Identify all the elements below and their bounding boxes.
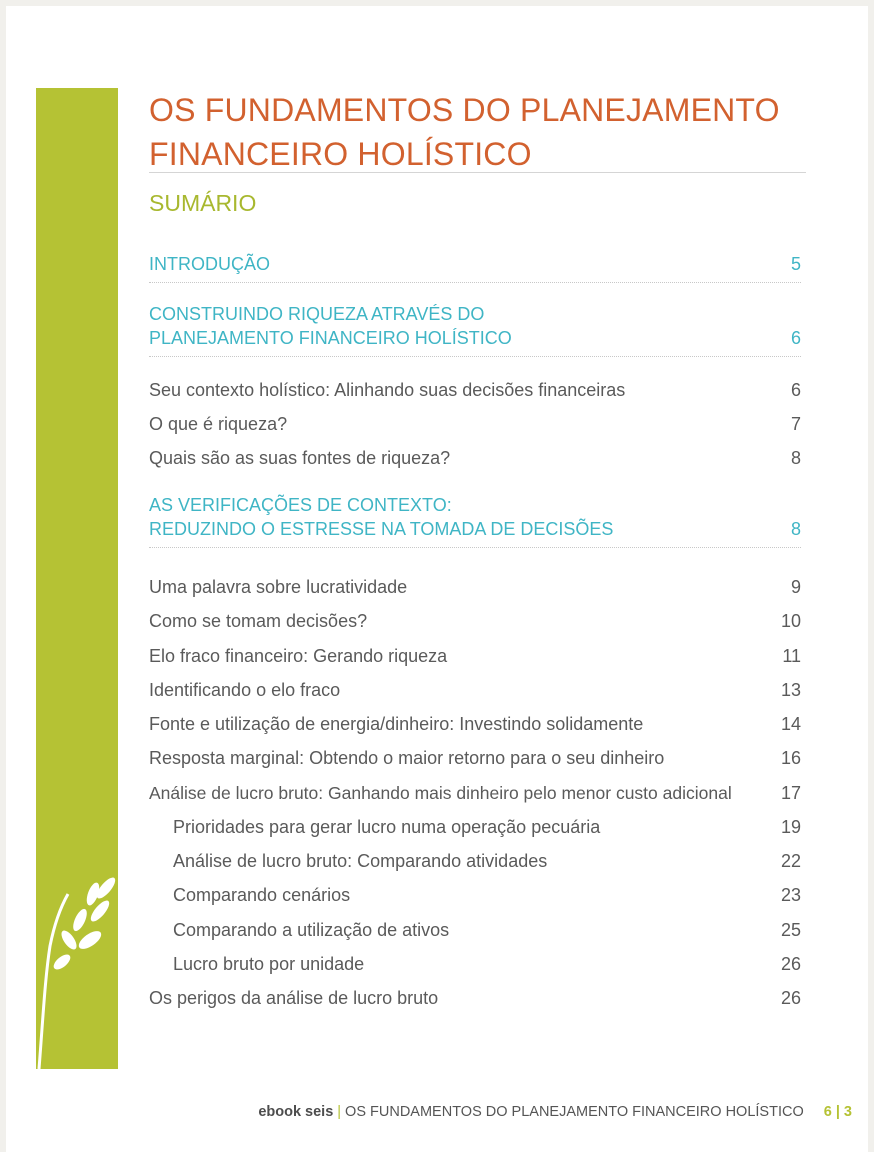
toc-item-page: 26 [780, 954, 801, 974]
toc-item-label: Comparando cenários [173, 885, 351, 905]
toc-item-page: 19 [780, 817, 801, 837]
page-footer [258, 1102, 852, 1122]
toc-subitem[interactable] [173, 883, 801, 907]
toc-item-page: 14 [780, 714, 801, 734]
toc-section-page: 6 [790, 328, 801, 348]
toc-item-label: Os perigos da análise de lucro bruto [149, 988, 439, 1008]
toc-item-page: 10 [780, 611, 801, 631]
footer-separator: | [337, 1104, 342, 1120]
footer-title: OS FUNDAMENTOS DO PLANEJAMENTO FINANCEIRO HOLÍSTICO [345, 1104, 804, 1120]
toc-section-page: 5 [790, 254, 801, 274]
toc-item-page: 26 [780, 988, 801, 1008]
title-divider [149, 172, 806, 173]
toc-item-page: 25 [780, 920, 801, 940]
toc-section-construindo-riqueza[interactable] [149, 302, 801, 357]
toc-item-page: 22 [780, 851, 801, 871]
page-title [149, 88, 809, 176]
toc-item[interactable] [149, 781, 801, 805]
toc-section-label: INTRODUÇÃO [149, 254, 270, 274]
side-bar [36, 88, 118, 1069]
toc-item-label: Lucro bruto por unidade [173, 954, 365, 974]
toc-section-verificacoes-de-contexto[interactable] [149, 493, 801, 548]
toc-item-page: 17 [780, 783, 801, 803]
toc-item[interactable] [149, 644, 801, 668]
toc-item-label: Elo fraco financeiro: Gerando riqueza [149, 646, 448, 666]
toc-item-label: Fonte e utilização de energia/dinheiro: Investindo solidamente [149, 714, 644, 734]
toc-item[interactable] [149, 446, 801, 470]
title-line-1: OS FUNDAMENTOS DO PLANEJAMENTO [149, 92, 780, 128]
toc-item-label: Análise de lucro bruto: Ganhando mais dinheiro pelo menor custo adicional [149, 783, 732, 803]
toc-subitem[interactable] [173, 918, 801, 942]
toc-item-label: O que é riqueza? [149, 414, 288, 434]
toc-item-page: 23 [780, 885, 801, 905]
toc-item-page: 6 [790, 380, 801, 400]
toc-heading: SUMÁRIO [149, 190, 257, 216]
toc-item-label: Uma palavra sobre lucratividade [149, 577, 408, 597]
toc-item[interactable] [149, 575, 801, 599]
toc-section-introducao[interactable] [149, 252, 801, 283]
toc-item-label: Seu contexto holístico: Alinhando suas decisões financeiras [149, 380, 626, 400]
toc-item[interactable] [149, 378, 801, 402]
toc-subitem[interactable] [173, 952, 801, 976]
toc-item[interactable] [149, 678, 801, 702]
toc-item-page: 16 [780, 748, 801, 768]
toc-item[interactable] [149, 412, 801, 436]
title-line-2: FINANCEIRO HOLÍSTICO [149, 136, 532, 172]
toc-section-page: 8 [790, 519, 801, 539]
toc-item-label: Identificando o elo fraco [149, 680, 341, 700]
toc-item[interactable] [149, 746, 801, 770]
toc-item-label: Como se tomam decisões? [149, 611, 368, 631]
toc-item[interactable] [149, 609, 801, 633]
toc-subitem[interactable] [173, 849, 801, 873]
toc-item-page: 7 [790, 414, 801, 434]
toc-item-label: Prioridades para gerar lucro numa operação pecuária [173, 817, 601, 837]
toc-section-label: REDUZINDO O ESTRESSE NA TOMADA DE DECISÕES [149, 519, 614, 539]
toc-item[interactable] [149, 712, 801, 736]
toc-item-label: Comparando a utilização de ativos [173, 920, 450, 940]
toc-item-page: 13 [780, 680, 801, 700]
toc-section-label: CONSTRUINDO RIQUEZA ATRAVÉS DO [149, 304, 485, 324]
toc-subitem[interactable] [173, 815, 801, 839]
toc-item-page: 9 [790, 577, 801, 597]
footer-ebook-label: ebook seis [258, 1104, 334, 1120]
toc-item-label: Análise de lucro bruto: Comparando atividades [173, 851, 548, 871]
toc-section-label: PLANEJAMENTO FINANCEIRO HOLÍSTICO [149, 328, 512, 348]
toc-item[interactable] [149, 986, 801, 1010]
toc-item-label: Resposta marginal: Obtendo o maior retorno para o seu dinheiro [149, 748, 665, 768]
plant-leaf-icon [36, 88, 118, 1069]
toc-item-page: 11 [782, 646, 801, 666]
toc-item-label: Quais são as suas fontes de riqueza? [149, 448, 451, 468]
toc-section-label: AS VERIFICAÇÕES DE CONTEXTO: [149, 495, 452, 515]
toc-item-page: 8 [790, 448, 801, 468]
footer-page-number: 6 | 3 [823, 1104, 852, 1120]
